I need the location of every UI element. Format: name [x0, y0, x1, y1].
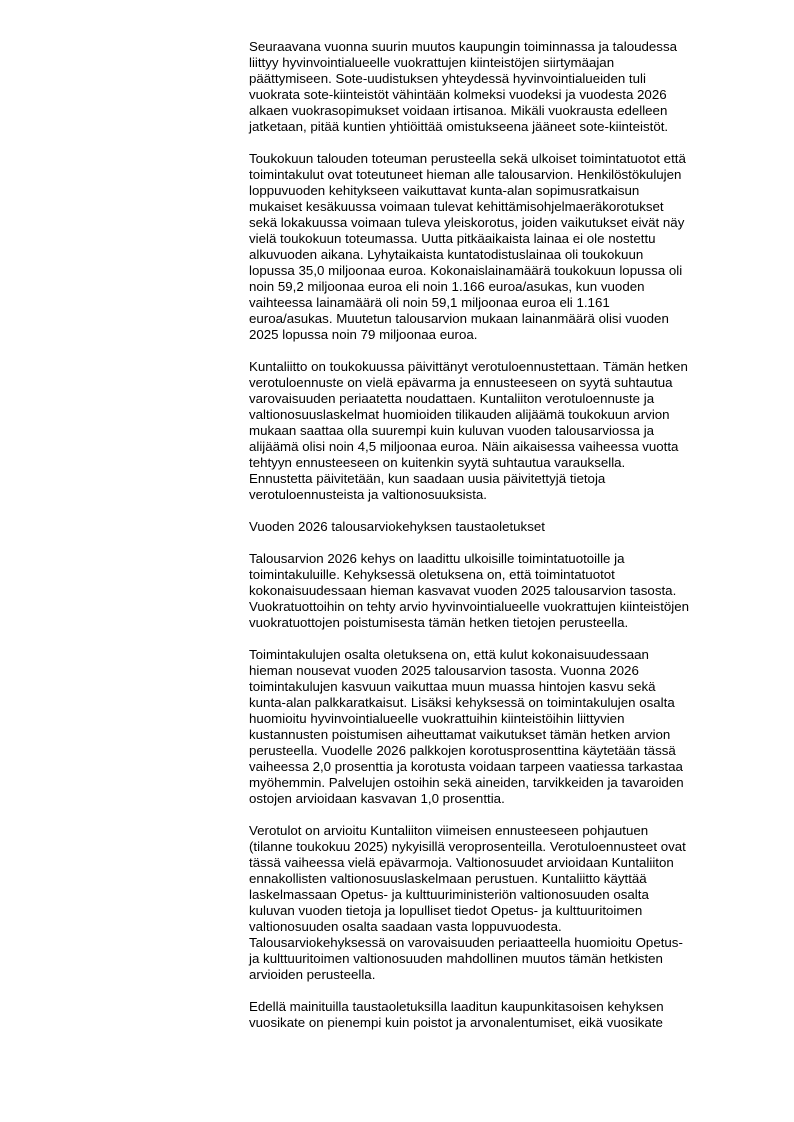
text-line: Ennustetta päivitetään, kun saadaan uusia päivitettyjä tietoja: [249, 471, 606, 486]
text-line: Edellä mainituilla taustaoletuksilla laaditun kaupunkitasoisen kehyksen: [249, 999, 664, 1014]
text-line: toimintakulut ovat toteutuneet hieman alle talousarvion. Henkilöstökulujen: [249, 167, 682, 182]
text-line: mukaiset kesäkuussa voimaan tulevat kehittämisohjelmaeräkorotukset: [249, 199, 664, 214]
text-line: tässä vaiheessa vielä epävarmoja. Valtionosuudet arvioidaan Kuntaliiton: [249, 855, 674, 870]
paragraph: [249, 647, 749, 807]
text-line: vuokratuottojen poistumisesta tämän hetken tietojen perusteella.: [249, 615, 629, 630]
text-line: Talousarvion 2026 kehys on laadittu ulkoisille toimintatuotoille ja: [249, 551, 625, 566]
paragraph: [249, 999, 749, 1031]
text-line: myöhemmin. Palvelujen ostoihin sekä aineiden, tarvikkeiden ja tavaroiden: [249, 775, 684, 790]
text-line: euroa/asukas. Muutetun talousarvion mukaan lainanmäärä olisi vuoden: [249, 311, 669, 326]
heading-text: Vuoden 2026 talousarviokehyksen taustaoletukset: [249, 519, 545, 534]
text-line: hieman nousevat vuoden 2025 talousarvion tasosta. Vuonna 2026: [249, 663, 639, 678]
text-line: varovaisuuden periaatetta noudattaen. Kuntaliiton verotuloennuste ja: [249, 391, 655, 406]
text-line: Toimintakulujen osalta oletuksena on, että kulut kokonaisuudessaan: [249, 647, 649, 662]
text-line: alijäämä olisi noin 4,5 miljoonaa euroa. Näin aikaisessa vaiheessa vuotta: [249, 439, 679, 454]
text-line: kustannusten poistumisen aiheuttamat vaikutukset tämän hetken arvion: [249, 727, 671, 742]
paragraph: [249, 551, 749, 631]
text-line: alkuvuoden aikana. Lyhytaikaista kuntatodistuslainaa oli toukokuun: [249, 247, 644, 262]
text-line: Kuntaliitto on toukokuussa päivittänyt verotuloennustettaan. Tämän hetken: [249, 359, 688, 374]
text-line: loppuvuoden kehitykseen vaikuttavat kunta-alan sopimusratkaisun: [249, 183, 640, 198]
text-line: ostojen arvioidaan kasvavan 1,0 prosenttia.: [249, 791, 505, 806]
text-line: sekä lokakuussa voimaan tuleva yleiskorotus, joiden vaikutukset eivät näy: [249, 215, 685, 230]
text-line: vuokrata sote-kiinteistöt vähintään kolmeksi vuodeksi ja vuodesta 2026: [249, 87, 667, 102]
text-line: jatketaan, pitää kuntien yhtiöittää omistukseena jääneet sote-kiinteistöt.: [249, 119, 669, 134]
text-line: toimintakuluille. Kehyksessä oletuksena on, että toimintatuotot: [249, 567, 615, 582]
text-line: Talousarviokehyksessä on varovaisuuden periaatteella huomioitu Opetus-: [249, 935, 683, 950]
text-line: vaihteessa lainamäärä oli noin 59,1 miljoonaa euroa eli 1.161: [249, 295, 610, 310]
text-line: verotuloennusteista ja valtionosuuksista.: [249, 487, 488, 502]
paragraph: [249, 39, 749, 135]
text-line: kuluvan vuoden tietoja ja lopulliset tiedot Opetus- ja kulttuuritoimen: [249, 903, 643, 918]
document-page: [249, 39, 749, 1047]
text-line: vaiheessa 2,0 prosenttia ja korotusta voidaan tarpeen vaatiessa tarkastaa: [249, 759, 683, 774]
text-line: valtionosuuden osalta saadaan vasta loppuvuodesta.: [249, 919, 562, 934]
paragraph: [249, 359, 749, 503]
text-line: huomioitu hyvinvointialueelle vuokrattuihin kiinteistöihin liittyvien: [249, 711, 625, 726]
text-line: mukaan saattaa olla suurempi kuin kuluvan vuoden talousarviossa ja: [249, 423, 655, 438]
text-line: arvioiden perusteella.: [249, 967, 376, 982]
text-line: Vuokratuottoihin on tehty arvio hyvinvointialueelle vuokrattujen kiinteistöjen: [249, 599, 690, 614]
text-line: verotuloennuste on vielä epävarma ja ennusteeseen on syytä suhtautua: [249, 375, 673, 390]
text-line: (tilanne toukokuu 2025) nykyisillä veroprosenteilla. Verotuloennusteet ovat: [249, 839, 686, 854]
text-line: tehtyyn ennusteeseen on kuitenkin syytä suhtautua varauksella.: [249, 455, 626, 470]
text-line: Toukokuun talouden toteuman perusteella sekä ulkoiset toimintatuotot että: [249, 151, 686, 166]
text-line: toimintakulujen kasvuun vaikuttaa muun muassa hintojen kasvu sekä: [249, 679, 656, 694]
paragraph: [249, 823, 749, 983]
text-line: Seuraavana vuonna suurin muutos kaupungin toiminnassa ja taloudessa: [249, 39, 678, 54]
text-line: liittyy hyvinvointialueelle vuokrattujen kiinteistöjen siirtymäajan: [249, 55, 615, 70]
text-line: 2025 lopussa noin 79 miljoonaa euroa.: [249, 327, 478, 342]
text-line: kokonaisuudessaan hieman kasvavat vuoden 2025 talousarvion tasosta.: [249, 583, 677, 598]
text-line: vielä toukokuun toteumassa. Uutta pitkäaikaista lainaa ei ole nostettu: [249, 231, 656, 246]
text-line: kunta-alan palkkaratkaisut. Lisäksi kehyksessä on toimintakulujen osalta: [249, 695, 675, 710]
section-heading: [249, 519, 749, 535]
text-line: laskelmassaan Opetus- ja kulttuuriministeriön valtionosuuden osalta: [249, 887, 649, 902]
text-line: päättymiseen. Sote-uudistuksen yhteydessä hyvinvointialueiden tuli: [249, 71, 646, 86]
text-line: valtionosuuslaskelmat huomioiden tilikauden alijäämä toukokuun arvion: [249, 407, 670, 422]
text-line: Verotulot on arvioitu Kuntaliiton viimeisen ennusteeseen pohjautuen: [249, 823, 649, 838]
text-line: ja kulttuuritoimen valtionosuuden mahdollinen muutos tämän hetkisten: [249, 951, 663, 966]
text-line: lopussa 35,0 miljoonaa euroa. Kokonaislainamäärä toukokuun lopussa oli: [249, 263, 683, 278]
text-line: noin 59,2 miljoonaa euroa eli noin 1.166 euroa/asukas, kun vuoden: [249, 279, 645, 294]
text-line: alkaen vuokrasopimukset voidaan irtisanoa. Mikäli vuokrausta edelleen: [249, 103, 668, 118]
paragraph: [249, 151, 749, 343]
text-line: ennakollisten valtionosuuslaskelmaan perustuen. Kuntaliitto käyttää: [249, 871, 647, 886]
text-line: vuosikate on pienempi kuin poistot ja arvonalentumiset, eikä vuosikate: [249, 1015, 663, 1030]
text-line: perusteella. Vuodelle 2026 palkkojen korotusprosenttina käytetään tässä: [249, 743, 676, 758]
